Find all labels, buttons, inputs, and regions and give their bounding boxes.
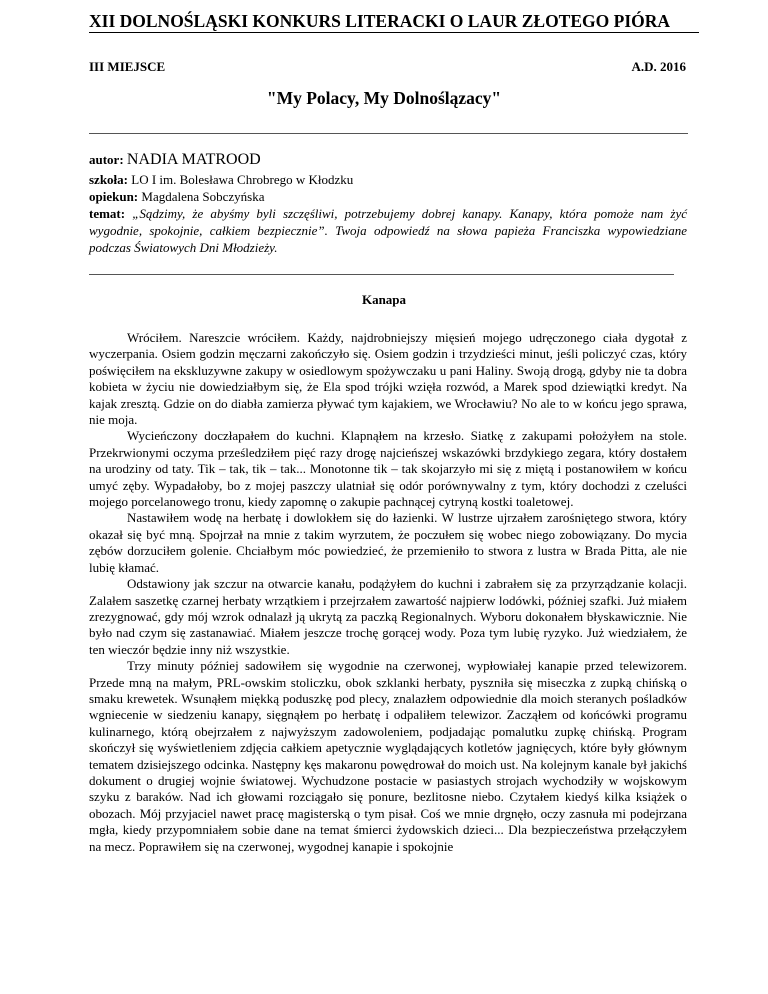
story-title: Kanapa <box>361 292 407 307</box>
divider-top <box>89 133 688 134</box>
story-paragraph: Wróciłem. Nareszcie wróciłem. Każdy, najdrobniejszy mięsień mojego udręczonego ciała dygotał z wyczerpania. Osiem godzin męczarni zakończyło się. Osiem godzin i trzydzieści minut, jeśli policzyć czas, który poświęciłem na ekskluzywne zakupy w osiedlowym spożywczaku u pani Haliny. Swoją drogą, gdyby nie ta dobra kobieta w życiu nie dowiedziałbym się, że Ela spod trójki wzięła rozwód, a Marek spod dziewiątki kredyt. Na kajak zresztą. Gdzie on do diabła zamierza pływać tym kajakiem, we Wrocławiu? No ale to w końcu jego sprawa, nie moja. <box>89 330 687 428</box>
school-label: szkoła: <box>89 172 128 187</box>
story-paragraph: Nastawiłem wodę na herbatę i dowlokłem się do łazienki. W lustrze ujrzałem zarośniętego stwora, który okazał się być mną. Spojrzał na mnie z takim wyrzutem, że poczułem się wobec niego zobowiązany. Do mycia zębów dorzuciłem golenie. Chciałbym móc powiedzieć, że przemieniło to stwora z lustra w Brada Pitta, ale nie lubię kłamać. <box>89 510 687 575</box>
author-name: NADIA MATROOD <box>126 151 261 168</box>
author-label: autor: <box>89 152 124 167</box>
place-label: III MIEJSCE <box>89 59 166 74</box>
school-line <box>89 171 687 188</box>
tutor-label: opiekun: <box>89 189 139 204</box>
story-body <box>89 330 687 855</box>
contest-title: XII DOLNOŚLĄSKI KONKURS LITERACKI O LAUR ZŁOTEGO PIÓRA <box>89 10 699 33</box>
school-name: LO I im. Bolesława Chrobrego w Kłodzku <box>131 172 354 187</box>
story-paragraph: Odstawiony jak szczur na otwarcie kanału, podążyłem do kuchni i zabrałem się za przyrządzanie kolacji. Zalałem saszetkę czarnej herbaty wrzątkiem i przejrzałem zawartość najpierw lodówki, później szafki. Już miałem zrezygnować, gdy mój wzrok odnalazł ją ukrytą za paczką Regionalnych. Wyboru dokonałem błyskawicznie. Nie było nad czym się zastanawiać. Miałem jeszcze trochę gorącej wody. Poza tym lubię ryzyko. Już wiedziałem, że ten wieczór będzie inny niż wszystkie. <box>89 576 687 657</box>
topic-text: „Sądzimy, że abyśmy byli szczęśliwi, potrzebujemy dobrej kanapy. Kanapy, która pomoże nam żyć wygodnie, spokojnie, całkiem bezpiecznie”. Twoja odpowiedź na słowa papieża Franciszka wypowiedziane podczas Światowych Dni Młodzieży. <box>89 206 688 255</box>
topic-label: temat: <box>89 206 126 221</box>
place-row <box>89 59 686 75</box>
year-label: A.D. 2016 <box>631 59 686 74</box>
tutor-name: Magdalena Sobczyńska <box>141 189 265 204</box>
story-paragraph: Trzy minuty później sadowiłem się wygodnie na czerwonej, wypłowiałej kanapie przed telewizorem. Przede mną na małym, PRL-owskim stoliczku, obok szklanki herbaty, pyszniła się miseczka z zupką chińską o smaku krewetek. Wsunąłem miękką poduszkę pod plecy, znalazłem odpowiednie dla moich steranych pośladków wgniecenie w siedzeniu kanapy, sięgnąłem po herbatę i odpaliłem telewizor. Zacząłem od końcówki programu kulinarnego, którą obejrzałem z najwyższym zadowoleniem, podjadając pomalutku zupkę chińską. Program skończył się wyświetleniem zdjęcia całkiem apetycznie wyglądających kotletów jagnięcych, które były głównym tematem dzisiejszego odcinka. Następny kęs makaronu powędrował do moich ust. Na kolejnym kanale był jakichś dokument o drugiej wojnie światowej. Wychudzone postacie w pasiastych strojach wychodziły w wojskowym szyku z baraków. Nad ich głowami rozciągało się ponure, bezlitosne niebo. Czytałem kiedyś kilka książek o obozach. Mój przyjaciel nawet pracę magisterską o tym pisał. Coś we mnie drgnęło, oczy zasnuła mi podejrzana mgła, kiedy przypomniałem sobie dane na temat śmierci żydowskich dzieci... Dla bezpieczeństwa przełączyłem na mecz. Poprawiłem się na czerwonej, wygodnej kanapie i spokojnie <box>89 658 687 854</box>
author-line <box>89 151 687 168</box>
divider-bottom <box>89 274 674 275</box>
tutor-line <box>89 188 687 205</box>
topic-line <box>89 205 687 256</box>
story-paragraph: Wycieńczony doczłapałem do kuchni. Klapnąłem na krzesło. Siatkę z zakupami położyłem na stole. Przekrwionymi oczyma prześledziłem pięć razy drogę najcieńszej wskazówki brzdykiego zegara, który dostałem na urodziny od taty. Tik – tak, tik – tak... Monotonne tik – tak skojarzyło mi się z miętą i postanowiłem w końcu umyć zęby. Wypadałoby, bo z mojej paszczy ulatniał się odór porównywalny z tym, który dochodzi z czeluści mojego porcelanowego tronu, kiedy zapomnę o zakupie pachnącej cytryną kostki toaletowej. <box>89 428 687 510</box>
essay-title: "My Polacy, My Dolnoślązacy" <box>266 88 502 108</box>
